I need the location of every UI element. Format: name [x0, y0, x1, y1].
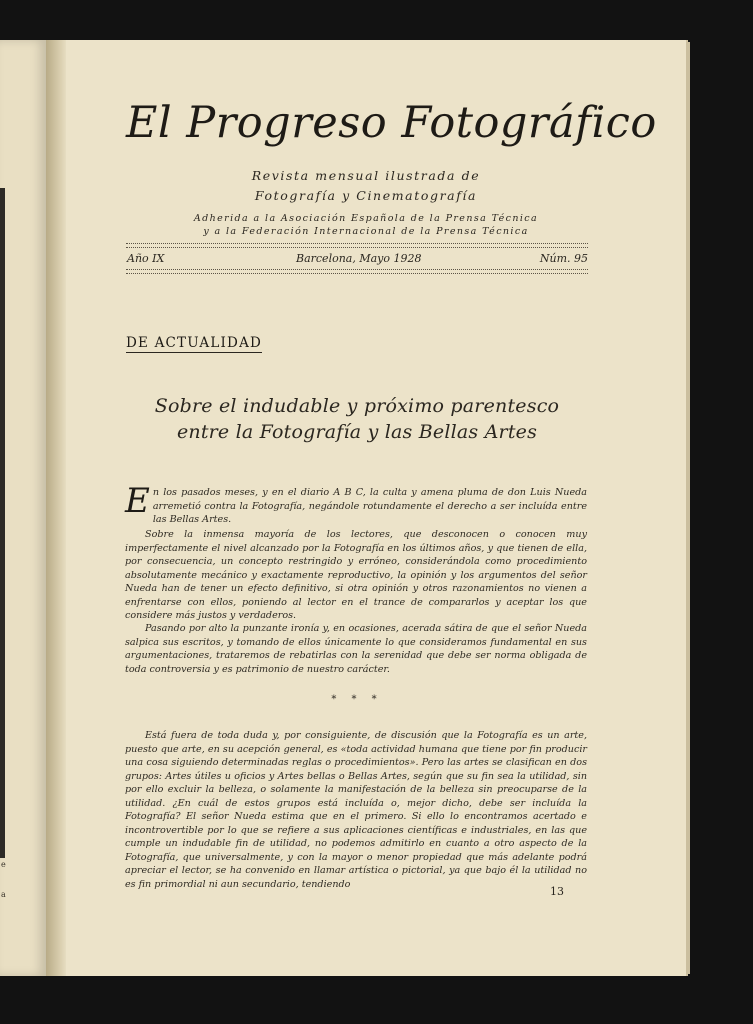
article-paragraph	[125, 481, 587, 527]
article-paragraph: Sobre la inmensa mayoría de los lectores, que desconocen o conocen muy imperfectamente el nivel alcanzado por la Fotografía en los últimos años, y que tienen de ella, por consecuencia, un concepto restringido y erróneo, considerándola como procedimiento absolutamente mecánico y exactamente reproductivo, la opinión y los argumentos del señor Nueda han de tener un efecto definitivo, si otra opinión y otros razonamientos no vienen a enfrentarse con ellos, poniendo al lector en el trance de compararlos y aceptar los que considere más justos y verdaderos.	[125, 529, 587, 621]
facing-page-text-fragment: a	[1, 890, 6, 899]
article-title-line: entre la Fotografía y las Bellas Artes	[176, 421, 538, 443]
article-paragraph: Pasando por alto la punzante ironía y, en ocasiones, acerada sátira de que el señor Nueda salpica sus escritos, y tomando de ellos únicamente lo que consideramos fundamental en sus argumentaciones, trataremos de rebatirlas con la serenidad que debe ser norma obligada de toda controversia y es patrimonio de nuestro carácter.	[125, 623, 587, 675]
affiliation-note: Adherida a la Asociación Española de la Prensa Técnica	[193, 213, 539, 224]
ornamental-rule	[126, 243, 588, 248]
issue-number: Núm. 95	[539, 252, 588, 265]
masthead-subtitle: Fotografía y Cinematografía	[254, 188, 478, 203]
page-number: 13	[550, 885, 564, 898]
drop-cap: E	[125, 481, 150, 521]
page-edge	[686, 42, 690, 974]
facing-page-photo	[0, 188, 5, 858]
article-title-line: Sobre el indudable y próximo parentesco	[154, 395, 560, 417]
masthead-subtitle: Revista mensual ilustrada de	[251, 168, 481, 183]
issue-place-date: Barcelona, Mayo 1928	[296, 252, 422, 265]
magazine-page	[66, 40, 688, 976]
facing-page-edge	[0, 40, 47, 976]
section-separator: * * *	[331, 694, 383, 705]
ornamental-rule	[126, 269, 588, 274]
section-heading: DE ACTUALIDAD	[126, 335, 263, 351]
book-spine	[46, 40, 68, 976]
paragraph-text: n los pasados meses, y en el diario A B C, la culta y amena pluma de don Luis Nueda arremetió contra la Fotografía, negándole rotundamente el derecho a ser incluída entre las Bellas Artes.	[152, 487, 587, 525]
article-paragraph: Está fuera de toda duda y, por consiguiente, de discusión que la Fotografía es un arte, puesto que arte, en su acepción general, es «toda actividad humana que tiene por fin producir una cosa siguiendo determinadas reglas o procedimientos». Pero las artes se clasifican en dos grupos: Artes útiles u oficios y Artes bellas o Bellas Artes, según que su fin sea la utilidad, sin por ello excluir la belleza, o solamente la manifestación de la belleza sin preocuparse de la utilidad. ¿En cuál de estos grupos está incluída o, mejor dicho, debe ser incluída la Fotografía? El señor Nueda estima que en el primero. Si ello lo encontramos acertado e incontrovertible por lo que se refiere a sus aplicaciones científicas e industriales, en las que cumple un indudable fin de utilidad, no podemos admitirlo en cuanto a otro aspecto de la Fotografía, que universalmente, y con la mayor o menor propiedad que más adelante podrá apreciar el lector, se ha convenido en llamar artística o pictorial, ya que bajo él la utilidad no es fin primordial ni aun secundario, tendiendo	[125, 730, 587, 890]
issue-year: Año IX	[127, 252, 165, 265]
affiliation-note: y a la Federación Internacional de la Prensa Técnica	[203, 226, 529, 237]
facing-page-text-fragment: e	[1, 860, 6, 869]
masthead-title: El Progreso Fotográfico	[126, 98, 657, 148]
